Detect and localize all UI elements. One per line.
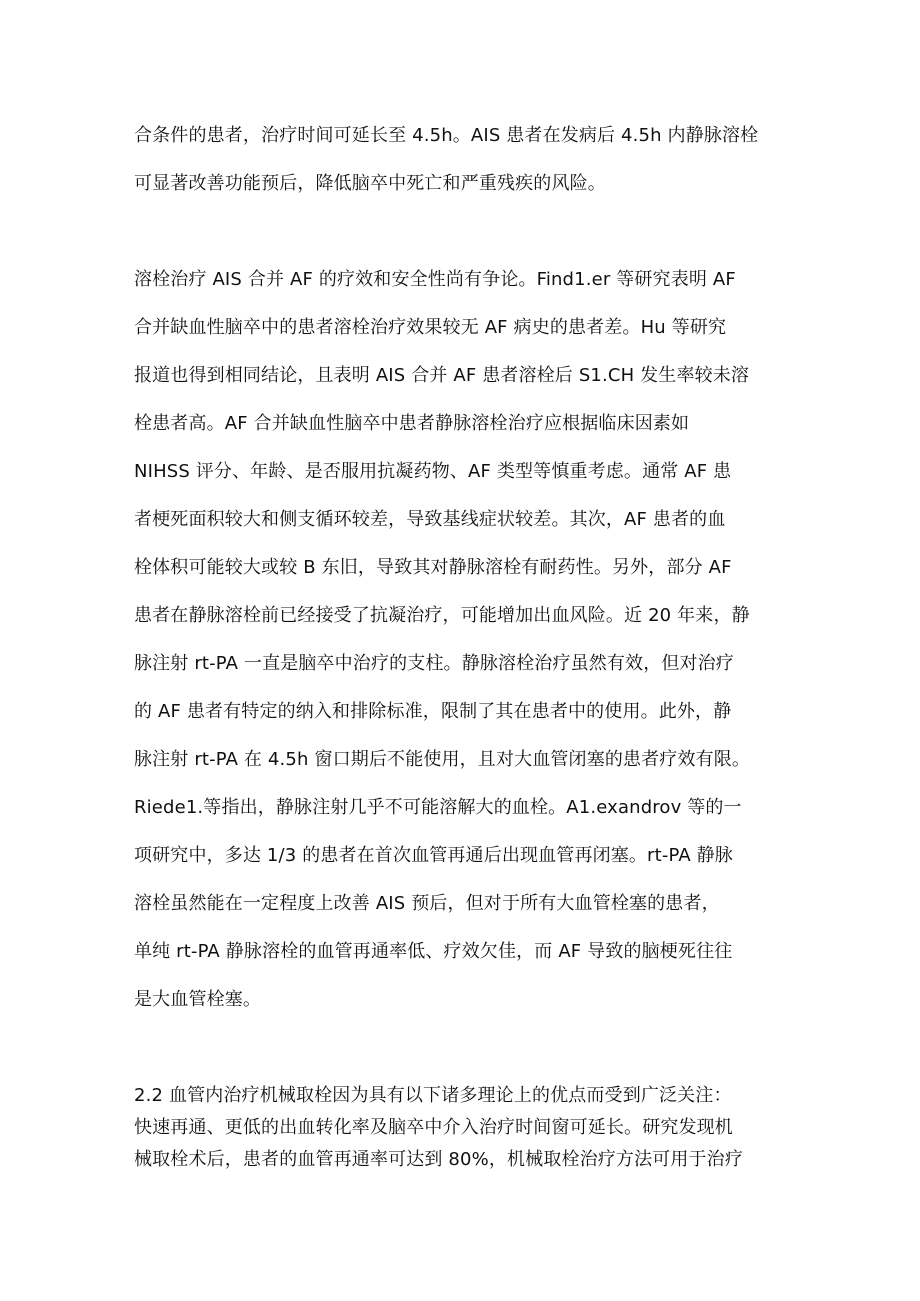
text-line: 患者在静脉溶栓前已经接受了抗凝治疗，可能增加出血风险。近 20 年来，静 [134, 605, 750, 626]
text-line: 栓患者高。AF 合并缺血性脑卒中患者静脉溶栓治疗应根据临床因素如 [134, 413, 690, 434]
text-line: 单纯 rt-PA 静脉溶栓的血管再通率低、疗效欠佳，而 AF 导致的脑梗死往往 [134, 941, 733, 962]
text-line: 者梗死面积较大和侧支循环较差，导致基线症状较差。其次，AF 患者的血 [134, 509, 726, 530]
text-line: 栓体积可能较大或较 B 东旧，导致其对静脉溶栓有耐药性。另外，部分 AF [134, 557, 732, 578]
text-line: 合并缺血性脑卒中的患者溶栓治疗效果较无 AF 病史的患者差。Hu 等研究 [134, 317, 727, 338]
text-line: 脉注射 rt-PA 在 4.5h 窗口期后不能使用，且对大血管闭塞的患者疗效有限。 [134, 749, 751, 770]
text-line: 溶栓虽然能在一定程度上改善 AIS 预后，但对于所有大血管栓塞的患者， [134, 893, 720, 914]
text-line: 溶栓治疗 AIS 合并 AF 的疗效和安全性尚有争论。Find1.er 等研究表明 AF [134, 269, 736, 290]
text-line: 脉注射 rt-PA 一直是脑卒中治疗的支柱。静脉溶栓治疗虽然有效，但对治疗 [134, 653, 734, 674]
text-line: 报道也得到相同结论，且表明 AIS 合并 AF 患者溶栓后 S1.CH 发生率较未溶 [134, 365, 750, 386]
text-line: 快速再通、更低的出血转化率及脑卒中介入治疗时间窗可延长。研究发现机 [134, 1117, 733, 1138]
text-line: NIHSS 评分、年龄、是否服用抗凝药物、AF 类型等慎重考虑。通常 AF 患 [134, 461, 732, 482]
text-line: 的 AF 患者有特定的纳入和排除标准，限制了其在患者中的使用。此外，静 [134, 701, 732, 722]
text-line: 是大血管栓塞。 [134, 989, 262, 1010]
text-line: 械取栓术后，患者的血管再通率可达到 80%，机械取栓治疗方法可用于治疗 [134, 1149, 743, 1170]
text-line: 合条件的患者，治疗时间可延长至 4.5h。AIS 患者在发病后 4.5h 内静脉溶栓 [134, 125, 759, 146]
text-line: 2.2 血管内治疗机械取栓因为具有以下诸多理论上的优点而受到广泛关注： [134, 1085, 732, 1106]
text-line: Riede1.等指出，静脉注射几乎不可能溶解大的血栓。A1.exandrov 等的一 [134, 797, 742, 818]
text-line: 项研究中，多达 1/3 的患者在首次血管再通后出现血管再闭塞。rt-PA 静脉 [134, 845, 733, 866]
text-line: 可显著改善功能预后，降低脑卒中死亡和严重残疾的风险。 [134, 173, 606, 194]
